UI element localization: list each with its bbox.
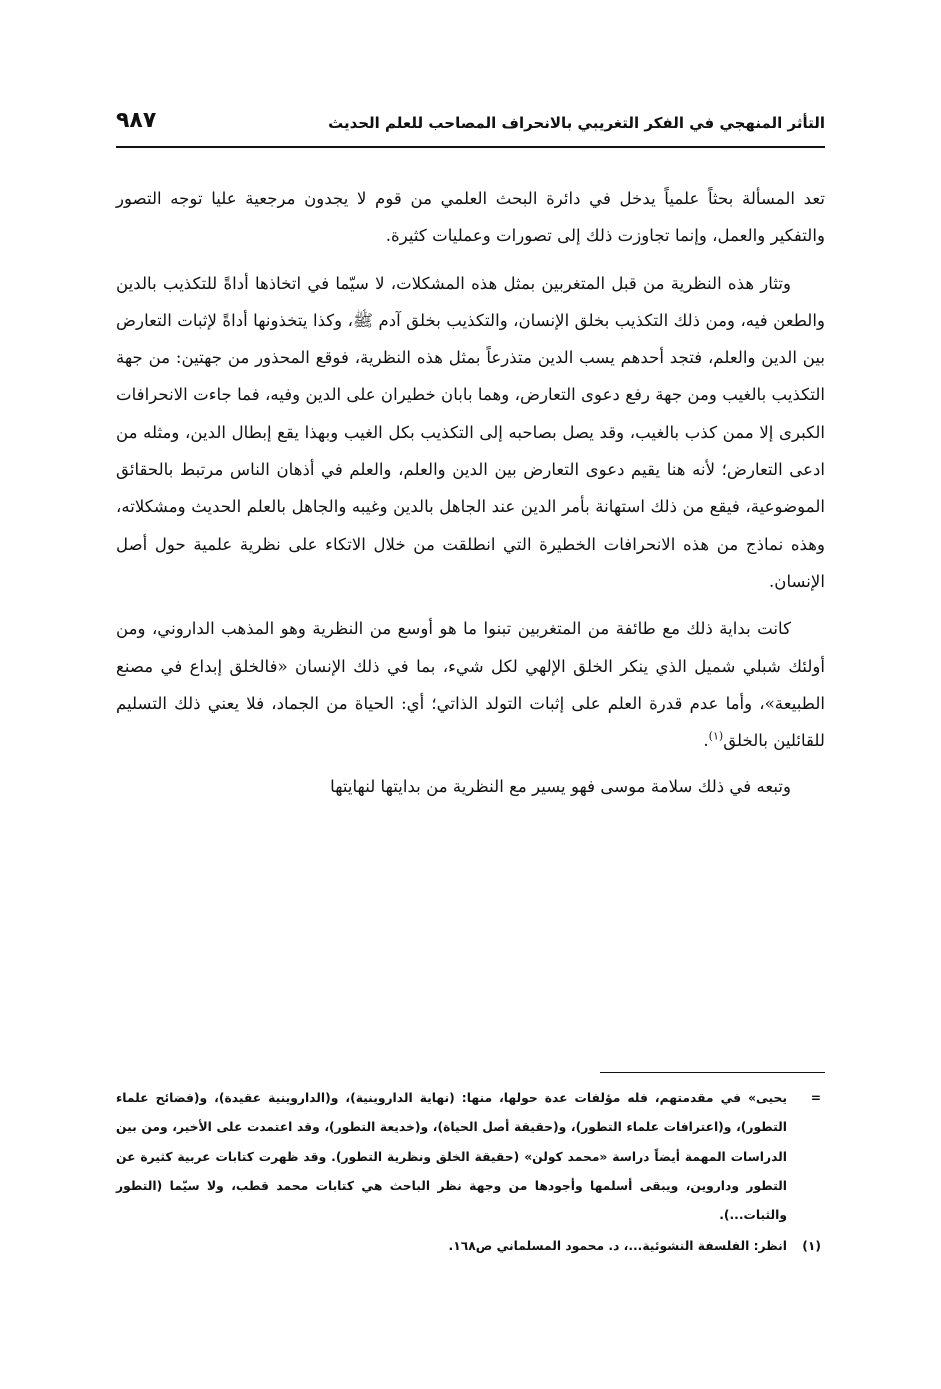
continuation-text: يحيى» في مقدمتهم، فله مؤلفات عدة حولها، منها: (نهاية الداروينية)، و(الداروينية عقيدة)، و(فضائح علماء التطور)، و(اعترافات علماء التطور)، و(حقيقة أصل الحياة)، و(خديعة التطور)، وقد اعتمدت على الأخير، ومن بين الدراسات المهمة أيضاً دراسة «محمد كولن» (حقيقة الخلق ونظرية التطور). وقد ظهرت كتابات عربية كثيرة عن التطور وداروين، ويبقى أسلمها وأجودها من وجهة نظر الباحث هي كتابات محمد قطب، ولا سيّما (التطور والثبات...). <box>116 1091 787 1223</box>
paragraph-3-text: كانت بداية ذلك مع طائفة من المتغربين تبنوا ما هو أوسع من النظرية وهو المذهب الداروني، ومن أولئك شبلي شميل الذي ينكر الخلق الإلهي لكل شيء، بما في ذلك الإنسان «فالخلق إبداع في مصنع الطبيعة»، وأما عدم قدرة العلم على إثبات التولد الذاتي؛ أي: الحياة من الجماد، فلا يعني ذلك التسليم للقائلين بالخلق <box>116 619 825 751</box>
main-text <box>116 180 825 816</box>
paragraph-1: تعد المسألة بحثاً علمياً يدخل في دائرة البحث العلمي من قوم لا يجدون مرجعية عليا توجه التصور والتفكير والعمل، وإنما تجاوزت ذلك إلى تصورات وعمليات كثيرة. <box>116 189 825 246</box>
paragraph-4: وتبعه في ذلك سلامة موسى فهو يسير مع النظرية من بدايتها لنهايتها <box>330 777 791 797</box>
footnote-1-marker: (١) <box>802 1239 821 1254</box>
paragraph-2: وتثار هذه النظرية من قبل المتغربين بمثل هذه المشكلات، لا سيّما في اتخاذها أداةً للتكذيب بالدين والطعن فيه، ومن ذلك التكذيب بخلق الإنسان، والتكذيب بخلق آدم ﷺ، وكذا يتخذونها أداةً لإثبات التعارض بين الدين والعلم، فتجد أحدهم يسب الدين متذرعاً بمثل هذه النظرية، فوقع المحذور من جهتين: من جهة التكذيب بالغيب ومن جهة رفع دعوى التعارض، وهما بابان خطيران على الدين وفيه، فما جاءت الانحرافات الكبرى إلا ممن كذب بالغيب، وقد يصل بصاحبه إلى التكذيب بكل الغيب وبهذا يقع إبطال الدين، ومثله من ادعى التعارض؛ لأنه هنا يقيم دعوى التعارض بين الدين والعلم، والعلم في أذهان الناس مرتبط بالحقائق الموضوعية، فيقع من ذلك استهانة بأمر الدين عند الجاهل بالدين وغيبه والجاهل بالعلم الحديث ومشكلاته، وهذه نماذج من هذه الانحرافات الخطيرة التي انطلقت من خلال الاتكاء على نظرية علمية حول أصل الإنسان. <box>116 273 825 591</box>
footnote-1-text: انظر: الفلسفة النشوئية...، د. محمود المسلماني ص١٦٨. <box>448 1239 787 1254</box>
page-number: ٩٨٧ <box>116 108 157 133</box>
footnote-1 <box>116 1232 825 1261</box>
page-header <box>116 108 825 148</box>
continuation-marker: = <box>810 1091 821 1105</box>
footnote-continuation <box>116 1084 825 1230</box>
paragraph-3-end: . <box>703 731 709 751</box>
running-title: التأثر المنهجي في الفكر التغريبي بالانحراف المصاحب للعلم الحديث <box>328 114 825 132</box>
paragraph-3 <box>116 610 825 759</box>
footnote-divider <box>600 1072 825 1073</box>
footnote-reference: (١) <box>708 729 724 743</box>
footnotes <box>116 1084 825 1262</box>
